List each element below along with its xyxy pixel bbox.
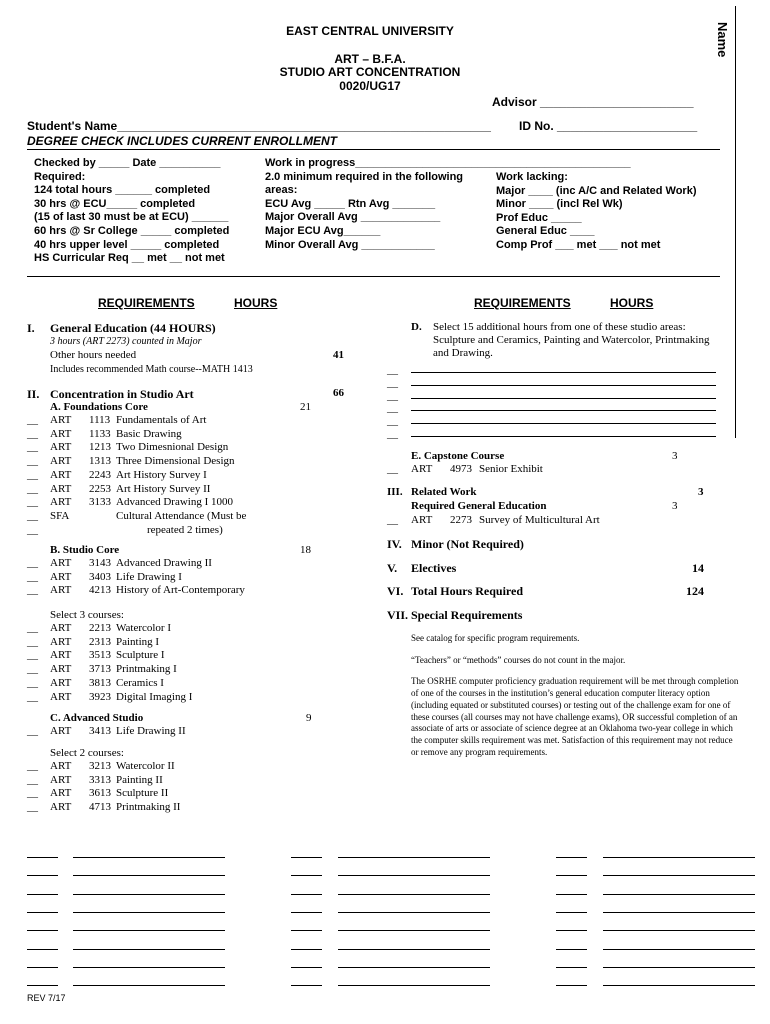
check-line[interactable] xyxy=(556,967,587,968)
course-line[interactable] xyxy=(338,967,490,968)
course-row[interactable] xyxy=(27,428,327,442)
d-write-line[interactable] xyxy=(411,372,716,373)
related-title: Related Work xyxy=(411,486,477,498)
course-number: 2253 xyxy=(89,482,111,495)
course-name: Sculpture II xyxy=(116,787,169,800)
electives-num: V. xyxy=(387,561,398,575)
student-name-field[interactable]: Student's Name________________________________________________________ xyxy=(27,119,491,133)
work-lacking: Work lacking: xyxy=(496,171,568,183)
last-30[interactable]: (15 of last 30 must be at ECU) ______ xyxy=(34,211,229,224)
course-number: 3313 xyxy=(89,773,111,786)
course-number: 3713 xyxy=(89,663,111,676)
comp-prof[interactable]: Comp Prof ___ met ___ not met xyxy=(496,238,661,251)
id-number-field[interactable]: ID No. _____________________ xyxy=(519,119,698,133)
related-sub: Required General Education xyxy=(411,500,547,512)
course-dept: ART xyxy=(50,584,72,597)
course-blank[interactable]: __ xyxy=(27,649,38,662)
gen-ed-math: Includes recommended Math course--MATH 1413 xyxy=(50,364,253,375)
major-lacking[interactable]: Major ____ (inc A/C and Related Work) xyxy=(496,184,697,197)
check-line[interactable] xyxy=(291,875,322,876)
hs-curricular[interactable]: HS Curricular Req __ met __ not met xyxy=(34,252,225,265)
degree-title: ART – B.F.A. xyxy=(334,52,406,66)
concentration-title: STUDIO ART CONCENTRATION xyxy=(279,65,461,79)
course-row[interactable] xyxy=(27,622,327,636)
course-row[interactable] xyxy=(27,787,327,801)
course-line[interactable] xyxy=(338,949,490,950)
d-write-line[interactable] xyxy=(411,398,716,399)
course-dept: SFA xyxy=(50,509,70,522)
course-number: 3133 xyxy=(89,496,111,509)
course-name: Sculpture I xyxy=(116,649,165,662)
course-row[interactable] xyxy=(27,496,327,510)
advanced-studio-title: C. Advanced Studio xyxy=(50,712,144,724)
course-dept: ART xyxy=(50,725,72,737)
studio-core-select: Select 3 courses: xyxy=(50,609,124,621)
course-line[interactable] xyxy=(603,894,755,895)
course-blank[interactable]: __ xyxy=(27,676,38,689)
course-line[interactable] xyxy=(73,949,225,950)
course-line[interactable] xyxy=(73,985,225,986)
course-name: Ceramics I xyxy=(116,676,164,689)
course-dept: ART xyxy=(50,441,72,454)
course-line[interactable] xyxy=(338,894,490,895)
course-name: Painting I xyxy=(116,635,160,648)
course-blank[interactable]: __ xyxy=(27,427,38,440)
course-row[interactable] xyxy=(27,469,327,483)
course-dept: ART xyxy=(50,622,72,634)
header-rule xyxy=(27,149,720,150)
gen-ed-note: 3 hours (ART 2273) counted in Major xyxy=(50,336,202,347)
course-line[interactable] xyxy=(603,985,755,986)
gen-ed-other-hours: 41 xyxy=(333,349,344,361)
course-name: Watercolor II xyxy=(116,760,175,772)
course-number: 3213 xyxy=(89,760,111,772)
advanced-studio-select: Select 2 courses: xyxy=(50,747,124,759)
course-row[interactable] xyxy=(27,510,327,524)
related-sub-hours: 3 xyxy=(672,500,678,512)
check-col-3 xyxy=(496,171,697,253)
course-line[interactable] xyxy=(338,875,490,876)
course-name: Advanced Drawing II xyxy=(116,557,212,569)
course-line[interactable] xyxy=(338,857,490,858)
course-dept: ART xyxy=(50,557,72,569)
course-dept: ART xyxy=(50,496,72,509)
special-num: VII. xyxy=(387,608,409,622)
course-row[interactable] xyxy=(27,441,327,455)
d-text-3: and Drawing. xyxy=(433,347,493,359)
course-blank[interactable]: __ xyxy=(27,523,38,536)
course-number: 3923 xyxy=(89,690,111,703)
course-dept: ART xyxy=(50,427,72,440)
check-line[interactable] xyxy=(556,930,587,931)
side-rule xyxy=(735,6,736,438)
note-osrhe: The OSRHE computer proficiency graduation requirement will be met through completion of one of the courses in the institution’s general education computer literacy option (including equated or substituted courses) or testing out of the challenge exam for one of these courses (all courses may not have challenge exams), OR successful completion of an associate of arts or associate of science degree at an Oklahoma two-year college in which the computer skills requirement was met. Satisfaction of this requirement may not reduce or remove any program requirements. xyxy=(411,676,739,757)
course-name: Three Dimensional Design xyxy=(116,455,235,468)
related-num: III. xyxy=(387,486,403,498)
course-number: 1213 xyxy=(89,441,111,454)
sr-college-hours[interactable]: 60 hrs @ Sr College _____ completed xyxy=(34,224,230,237)
course-name: Life Drawing I xyxy=(116,570,182,583)
course-dept: ART xyxy=(50,468,72,481)
course-dept: ART xyxy=(411,463,433,475)
check-line[interactable] xyxy=(27,985,58,986)
minor-title: Minor (Not Required) xyxy=(411,537,524,551)
required-label: Required: xyxy=(34,170,86,183)
course-blank[interactable]: __ xyxy=(27,663,38,676)
program-code: 0020/UG17 xyxy=(339,79,401,93)
course-dept: ART xyxy=(50,635,72,648)
course-dept: ART xyxy=(50,773,72,786)
course-blank[interactable]: __ xyxy=(27,468,38,481)
course-row[interactable] xyxy=(27,801,327,815)
course-name: Senior Exhibit xyxy=(479,463,543,475)
gen-ed-title: General Education (44 HOURS) xyxy=(50,321,216,335)
course-dept: ART xyxy=(50,801,72,814)
course-row[interactable] xyxy=(27,455,327,469)
left-requirements-header: REQUIREMENTS xyxy=(98,296,195,310)
minor-lacking[interactable]: Minor ____ (incl Rel Wk) xyxy=(496,198,623,211)
course-dept: ART xyxy=(50,690,72,703)
total-hours: 124 xyxy=(686,584,704,598)
course-line[interactable] xyxy=(603,949,755,950)
areas-label: areas: xyxy=(265,184,298,197)
course-number: 3403 xyxy=(89,570,111,583)
course-line[interactable] xyxy=(603,875,755,876)
note-catalog: See catalog for specific program requirements. xyxy=(411,633,580,643)
course-row[interactable] xyxy=(27,483,327,497)
capstone-title: E. Capstone Course xyxy=(411,450,505,462)
course-blank[interactable]: __ xyxy=(27,773,38,786)
course-line[interactable] xyxy=(603,930,755,931)
course-row[interactable] xyxy=(27,571,327,585)
ecu-avg[interactable]: ECU Avg _____ Rtn Avg _______ xyxy=(265,197,436,210)
check-line[interactable] xyxy=(291,912,322,913)
course-row[interactable] xyxy=(27,691,327,705)
check-line[interactable] xyxy=(291,949,322,950)
course-name: Life Drawing II xyxy=(116,725,186,737)
course-blank[interactable]: __ xyxy=(27,414,38,426)
course-number: 4213 xyxy=(89,584,111,597)
side-name-label: Name xyxy=(715,22,730,58)
d-blank-marker[interactable]: __ xyxy=(387,402,398,415)
d-blank-marker[interactable]: __ xyxy=(387,389,398,402)
course-blank[interactable]: __ xyxy=(27,584,38,597)
degree-check-banner: DEGREE CHECK INCLUDES CURRENT ENROLLMENT xyxy=(27,134,338,148)
course-blank[interactable]: __ xyxy=(27,496,38,509)
course-number: 2313 xyxy=(89,635,111,648)
course-line[interactable] xyxy=(603,857,755,858)
gpa-note: 2.0 minimum required in the following xyxy=(265,170,464,183)
minor-overall-avg[interactable]: Minor Overall Avg ____________ xyxy=(265,238,435,251)
major-overall-avg[interactable]: Major Overall Avg _____________ xyxy=(265,211,441,224)
studio-core-hours: 18 xyxy=(300,544,311,556)
course-number: 1113 xyxy=(89,414,111,426)
check-line[interactable] xyxy=(556,857,587,858)
course-line[interactable] xyxy=(73,857,225,858)
work-in-progress[interactable]: Work in progress_____________________________________________ xyxy=(265,157,631,169)
check-line[interactable] xyxy=(556,875,587,876)
course-blank[interactable]: __ xyxy=(27,482,38,495)
course-blank[interactable]: __ xyxy=(27,690,38,703)
course-dept: ART xyxy=(50,414,72,426)
course-number: 3813 xyxy=(89,676,111,689)
check-col-1 xyxy=(34,157,229,266)
electives-title: Electives xyxy=(411,561,457,575)
course-line[interactable] xyxy=(73,875,225,876)
d-write-line[interactable] xyxy=(411,410,716,411)
conc-title: Concentration in Studio Art xyxy=(50,387,194,401)
special-title: Special Requirements xyxy=(411,608,523,622)
course-blank[interactable]: __ xyxy=(27,441,38,454)
course-name: repeated 2 times) xyxy=(147,523,223,536)
course-dept: ART xyxy=(50,455,72,468)
course-name: Advanced Drawing I 1000 xyxy=(116,496,233,509)
course-row[interactable] xyxy=(27,663,327,677)
course-name: Basic Drawing xyxy=(116,427,182,440)
d-text: Select 15 additional hours from one of these studio areas: xyxy=(433,321,686,333)
course-number: 3613 xyxy=(89,787,111,800)
course-number: 1133 xyxy=(89,427,111,440)
course-blank[interactable]: __ xyxy=(27,509,38,522)
check-line[interactable] xyxy=(291,857,322,858)
course-number: 2213 xyxy=(89,622,111,634)
check-line[interactable] xyxy=(291,930,322,931)
checked-by[interactable]: Checked by _____ Date __________ xyxy=(34,157,221,169)
d-text-2: Sculpture and Ceramics, Painting and Watercolor, Printmaking xyxy=(433,334,710,346)
course-row[interactable] xyxy=(27,725,327,739)
course-line[interactable] xyxy=(338,930,490,931)
check-line[interactable] xyxy=(27,912,58,913)
d-blank-marker[interactable]: __ xyxy=(387,376,398,389)
left-hours-header: HOURS xyxy=(234,296,278,310)
ecu-hours[interactable]: 30 hrs @ ECU_____ completed xyxy=(34,197,196,210)
course-name: Printmaking I xyxy=(116,663,177,676)
check-line[interactable] xyxy=(27,949,58,950)
check-line[interactable] xyxy=(556,985,587,986)
course-line[interactable] xyxy=(603,912,755,913)
course-row[interactable] xyxy=(27,584,327,598)
electives-hours: 14 xyxy=(692,561,704,575)
course-row[interactable] xyxy=(27,414,327,428)
course-blank[interactable]: __ xyxy=(387,514,398,526)
course-name: Watercolor I xyxy=(116,622,171,634)
course-row[interactable] xyxy=(27,774,327,788)
major-ecu-avg[interactable]: Major ECU Avg______ xyxy=(265,224,381,237)
course-row[interactable] xyxy=(27,649,327,663)
course-blank[interactable]: __ xyxy=(27,622,38,634)
course-name: Fundamentals of Art xyxy=(116,414,207,426)
check-line[interactable] xyxy=(27,967,58,968)
university-title: EAST CENTRAL UNIVERSITY xyxy=(286,24,454,38)
check-line[interactable] xyxy=(27,857,58,858)
special-notes xyxy=(411,633,739,768)
check-line[interactable] xyxy=(27,875,58,876)
course-name: Digital Imaging I xyxy=(116,690,193,703)
total-title: Total Hours Required xyxy=(411,584,524,598)
note-teachers: “Teachers” or “methods” courses do not count in the major. xyxy=(411,654,626,665)
right-requirements-header: REQUIREMENTS xyxy=(474,296,571,310)
course-name: Printmaking II xyxy=(116,801,181,814)
check-line[interactable] xyxy=(27,930,58,931)
course-line[interactable] xyxy=(338,985,490,986)
course-dept: ART xyxy=(411,514,433,526)
checkbox-rule xyxy=(27,276,720,277)
gen-ed-num: I. xyxy=(27,321,35,335)
course-dept: ART xyxy=(50,676,72,689)
check-line[interactable] xyxy=(556,894,587,895)
course-dept: ART xyxy=(50,482,72,495)
course-line[interactable] xyxy=(73,894,225,895)
course-blank[interactable]: __ xyxy=(27,801,38,814)
course-name: Survey of Multicultural Art xyxy=(479,514,600,526)
advisor-field[interactable]: Advisor _______________________ xyxy=(492,95,694,109)
course-row[interactable] xyxy=(27,557,327,571)
capstone-hours: 3 xyxy=(672,450,678,462)
course-row[interactable] xyxy=(27,760,327,774)
course-name: Art History Survey II xyxy=(116,482,211,495)
related-course[interactable] xyxy=(387,514,717,528)
d-write-line[interactable] xyxy=(411,436,716,437)
check-line[interactable] xyxy=(291,894,322,895)
prof-educ[interactable]: Prof Educ _____ xyxy=(496,211,582,224)
course-line[interactable] xyxy=(338,912,490,913)
conc-num: II. xyxy=(27,387,40,401)
course-line[interactable] xyxy=(73,912,225,913)
foundations-hours: 21 xyxy=(300,401,311,413)
course-row[interactable] xyxy=(27,636,327,650)
d-blank-marker[interactable]: __ xyxy=(387,428,398,440)
course-line[interactable] xyxy=(73,930,225,931)
course-number: 3143 xyxy=(89,557,111,569)
course-number: 2243 xyxy=(89,468,111,481)
course-name: History of Art-Contemporary xyxy=(116,584,245,597)
course-dept: ART xyxy=(50,787,72,800)
total-num: VI. xyxy=(387,584,404,598)
advanced-studio-hours: 9 xyxy=(306,712,312,724)
check-line[interactable] xyxy=(27,894,58,895)
general-educ[interactable]: General Educ ____ xyxy=(496,225,595,238)
check-line[interactable] xyxy=(556,912,587,913)
studio-core-title: B. Studio Core xyxy=(50,544,120,556)
gen-ed-other: Other hours needed xyxy=(50,349,137,361)
total-hours[interactable]: 124 total hours ______ completed xyxy=(34,184,211,197)
course-blank[interactable]: __ xyxy=(27,725,38,737)
course-dept: ART xyxy=(50,760,72,772)
foundations-title: A. Foundations Core xyxy=(50,401,148,413)
minor-num: IV. xyxy=(387,537,402,551)
check-line[interactable] xyxy=(291,985,322,986)
course-blank[interactable]: __ xyxy=(27,557,38,569)
course-name: Two Dimesnional Design xyxy=(116,441,229,454)
course-number: 2273 xyxy=(450,514,472,526)
course-line[interactable] xyxy=(603,967,755,968)
conc-hours: 66 xyxy=(333,387,344,399)
course-name: Art History Survey I xyxy=(116,468,207,481)
upper-level-hours[interactable]: 40 hrs upper level _____ completed xyxy=(34,238,220,251)
course-blank[interactable]: __ xyxy=(27,570,38,583)
course-number: 4973 xyxy=(450,463,472,475)
course-blank[interactable]: __ xyxy=(387,463,398,475)
course-blank[interactable]: __ xyxy=(27,760,38,772)
course-blank[interactable]: __ xyxy=(27,455,38,468)
course-dept: ART xyxy=(50,663,72,676)
course-dept: ART xyxy=(50,649,72,662)
check-line[interactable] xyxy=(556,949,587,950)
course-name: Cultural Attendance (Must be xyxy=(116,509,247,522)
course-blank[interactable]: __ xyxy=(27,635,38,648)
d-label: D. xyxy=(411,321,422,333)
right-hours-header: HOURS xyxy=(610,296,654,310)
course-line[interactable] xyxy=(73,967,225,968)
d-blank-marker[interactable]: __ xyxy=(387,364,398,376)
course-row[interactable] xyxy=(27,524,327,538)
related-hours: 3 xyxy=(698,486,704,498)
check-line[interactable] xyxy=(291,967,322,968)
course-dept: ART xyxy=(50,570,72,583)
capstone-course[interactable] xyxy=(387,463,687,477)
course-number: 3513 xyxy=(89,649,111,662)
revision-footer: REV 7/17 xyxy=(27,993,66,1003)
d-write-line[interactable] xyxy=(411,423,716,424)
course-number: 1313 xyxy=(89,455,111,468)
d-blank-marker[interactable]: __ xyxy=(387,415,398,428)
course-number: 3413 xyxy=(89,725,111,737)
d-write-line[interactable] xyxy=(411,385,716,386)
course-blank[interactable]: __ xyxy=(27,787,38,800)
course-name: Painting II xyxy=(116,773,163,786)
course-number: 4713 xyxy=(89,801,111,814)
course-row[interactable] xyxy=(27,677,327,691)
